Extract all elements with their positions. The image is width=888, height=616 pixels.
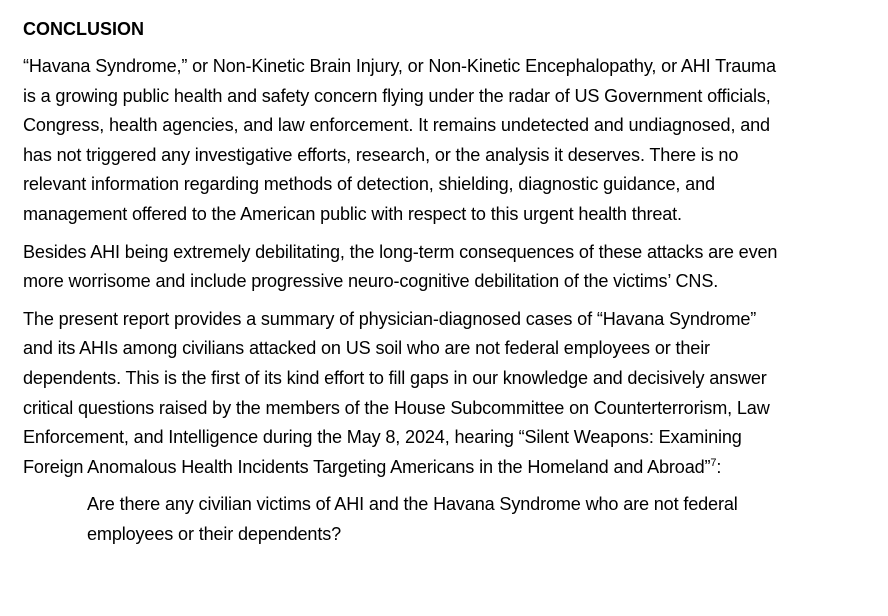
text-line: “Havana Syndrome,” or Non-Kinetic Brain Injury, or Non-Kinetic Encephalopathy, or AHI Trauma xyxy=(23,56,776,76)
footnote-reference[interactable]: 7 xyxy=(710,456,717,469)
text-line: relevant information regarding methods of detection, shielding, diagnostic guidance, and xyxy=(23,174,715,195)
text-line: The present report provides a summary of physician-diagnosed cases of “Havana Syndrome” xyxy=(23,308,757,329)
text-line: Besides AHI being extremely debilitating, the long-term consequences of these attacks are even xyxy=(23,241,778,262)
text-line: more worrisome and include progressive neuro-cognitive debilitation of the victims’ CNS. xyxy=(23,271,719,292)
indented-question xyxy=(23,490,875,549)
text-line: critical questions raised by the members of the House Subcommittee on Counterterrorism, Law xyxy=(23,397,770,418)
text-line: is a growing public health and safety concern flying under the radar of US Government officials, xyxy=(23,85,771,106)
text-line-with-footnote xyxy=(23,453,875,483)
text-line: dependents. This is the first of its kind effort to fill gaps in our knowledge and decisively answer xyxy=(23,367,767,388)
question-line: employees or their dependents? xyxy=(87,523,342,544)
paragraph-long-term-consequences xyxy=(23,238,875,297)
text-line: has not triggered any investigative efforts, research, or the analysis it deserves. There is no xyxy=(23,144,739,165)
paragraph-report-summary xyxy=(23,305,875,483)
section-heading: CONCLUSION xyxy=(23,19,144,39)
document-page xyxy=(23,14,875,550)
text-line: and its AHIs among civilians attacked on US soil who are not federal employees or their xyxy=(23,338,710,359)
text-line-body: Foreign Anomalous Health Incidents Targeting Americans in the Homeland and Abroad” xyxy=(23,456,711,477)
text-line: management offered to the American public with respect to this urgent health threat. xyxy=(23,203,682,224)
text-line: Enforcement, and Intelligence during the May 8, 2024, hearing “Silent Weapons: Examining xyxy=(23,427,742,448)
paragraph-havana-syndrome-overview xyxy=(23,52,875,230)
text-line-suffix: : xyxy=(716,456,722,477)
question-line: Are there any civilian victims of AHI and the Havana Syndrome who are not federal xyxy=(87,494,738,515)
text-line: Congress, health agencies, and law enforcement. It remains undetected and undiagnosed, and xyxy=(23,115,770,136)
